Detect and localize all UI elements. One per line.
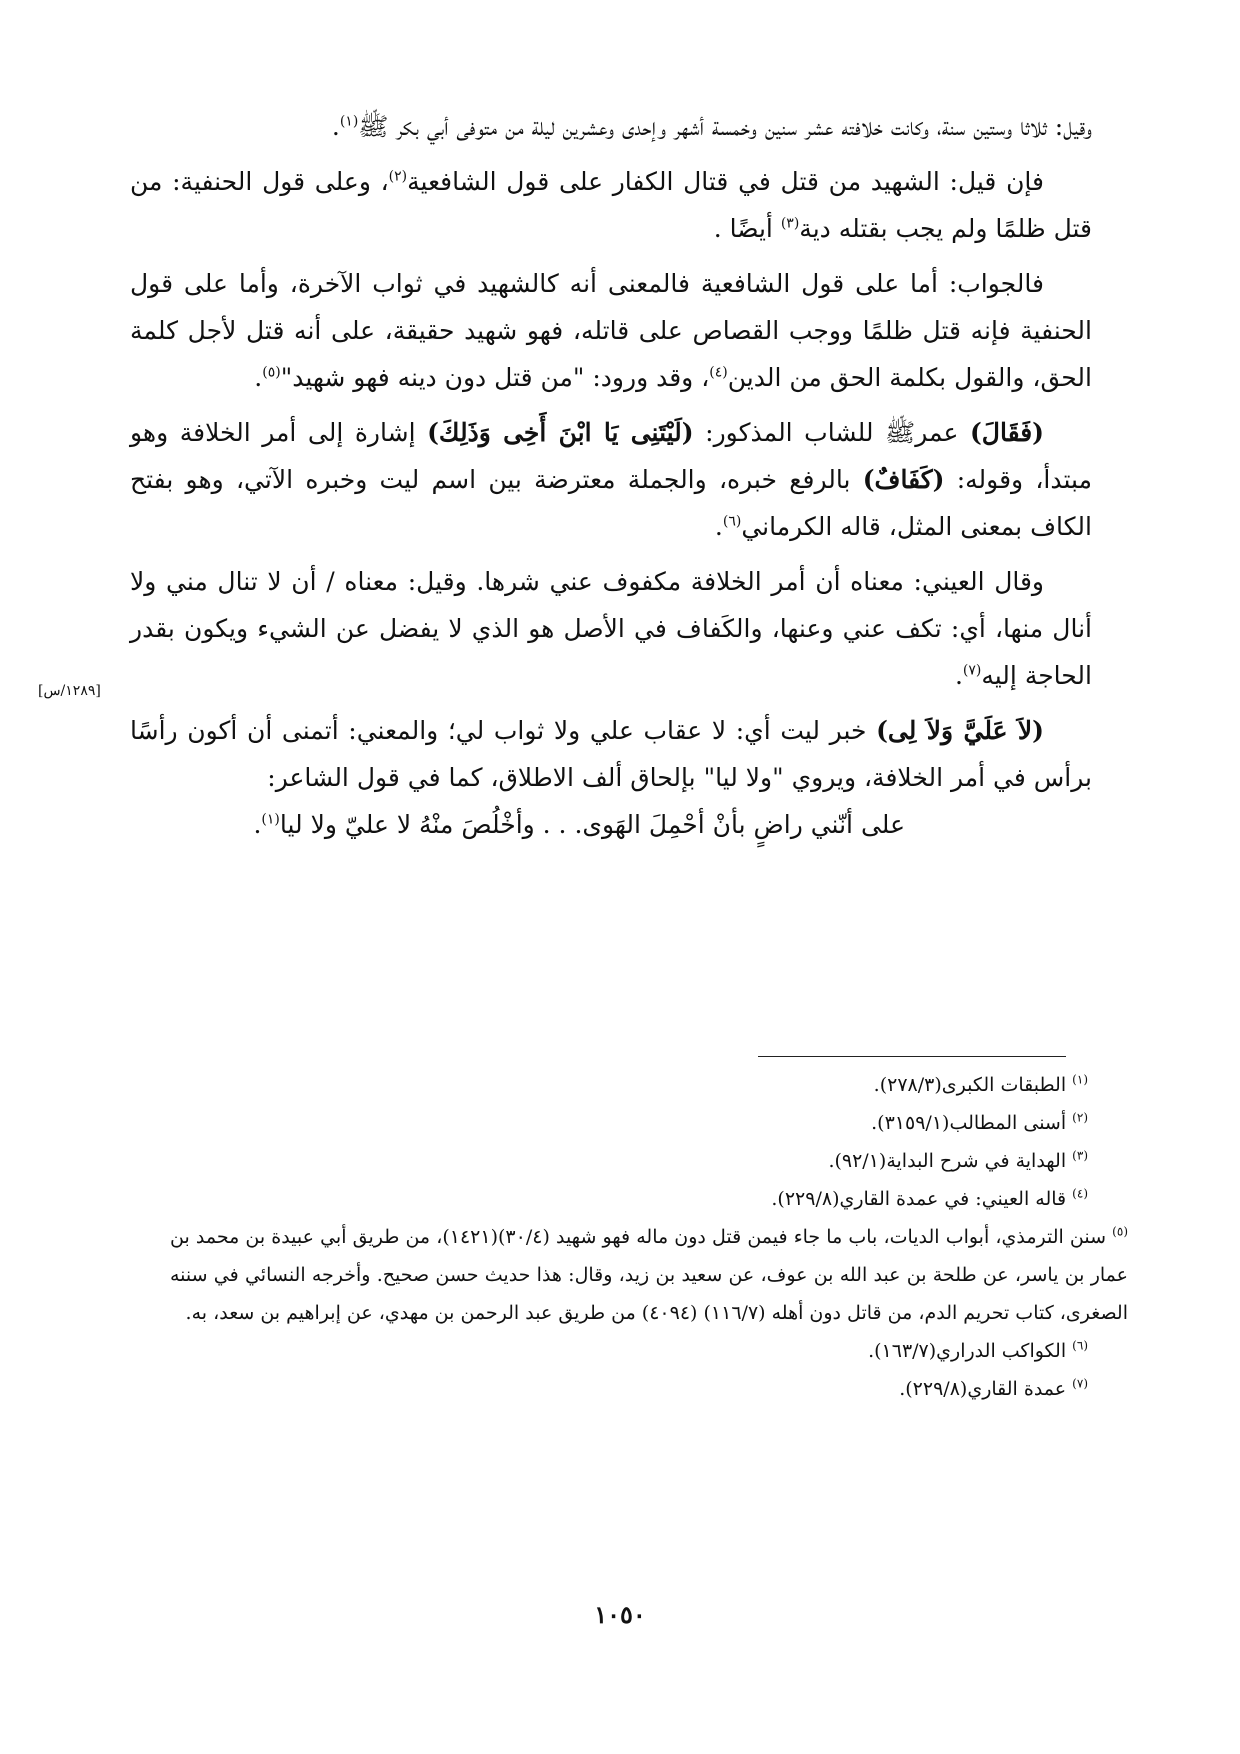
paragraph-3-text-b: ، وقد ورود: "من قتل دون دينه فهو شهيد" xyxy=(280,363,710,392)
footnote-number: (٣) xyxy=(1072,1148,1088,1163)
footnote-ref-4[interactable]: (٤) xyxy=(709,364,728,381)
footnote-ref-1[interactable]: (١) xyxy=(339,113,359,130)
footnote-ref-2[interactable]: (٢) xyxy=(388,168,408,185)
margin-manuscript-note: [١٢٨٩/س] xyxy=(38,683,101,699)
paragraph-6-text: خبر ليت أي: لا عقاب علي ولا ثواب لي؛ والمعني: أتمنى أن أكون رأسًا برأس في أمر الخلافة، ويروي "ولا ليا" بإلحاق ألف الاطلاق، كما في قول الشاعر: xyxy=(130,716,1092,792)
paragraph-2-text-c: أيضًا . xyxy=(713,214,781,243)
hadith-quote-4: (لاَ عَلَيَّ وَلاَ لِى) xyxy=(876,716,1044,745)
main-text xyxy=(130,103,1092,848)
footnote-text: الهداية في شرح البداية(٩٢/١). xyxy=(828,1150,1067,1172)
paragraph-5 xyxy=(130,558,1092,699)
footnote-number: (٧) xyxy=(1072,1376,1088,1391)
footnote-5 xyxy=(170,1218,1128,1332)
hadith-quote-3: (كَفَافٌ) xyxy=(862,465,945,494)
hadith-quote-1: (فَقَالَ) xyxy=(969,418,1045,447)
paragraph-3-text-a: فالجواب: أما على قول الشافعية فالمعنى أنه كالشهيد في ثواب الآخرة، وأما على قول الحنفية فإنه قتل ظلمًا ووجب القصاص على قاتله، فهو شهيد حقيقة، على أنه قتل لأجل كلمة الحق، والقول بكلمة الحق من الدين xyxy=(130,269,1092,392)
paragraph-2-text-a: فإن قيل: الشهيد من قتل في قتال الكفار على قول الشافعية xyxy=(407,167,1044,196)
paragraph-2 xyxy=(130,158,1092,252)
verse-text: على أنّني راضٍ بأنْ أحْمِلَ الهَوى. . . وأخْلُصَ منْهُ لا عليّ ولا ليا xyxy=(279,810,905,839)
paragraph-4-text-b: إشارة إلى أمر الخلافة وهو مبتدأ، وقوله: xyxy=(130,418,1092,494)
paragraph-2-text-b: ، وعلى قول الحنفية: من قتل ظلمًا ولم يجب بقتله دية xyxy=(130,167,1092,243)
hadith-quote-2: (لَيْتَنِى يَا ابْنَ أَخِى وَذَلِكَ) xyxy=(427,418,694,447)
paragraph-6 xyxy=(130,707,1092,801)
paragraph-4-text-a: عمرﷺ للشاب المذكور: xyxy=(693,418,970,447)
footnote-number: (٢) xyxy=(1072,1110,1088,1125)
paragraph-5-text: وقال العيني: معناه أن أمر الخلافة مكفوف عني شرها. وقيل: معناه / أن لا تنال مني ولا أنال منها، أي: تكف عني وعنها، والكَفاف في الأصل هو الذي لا يفضل عن الشيء ويكون بقدر الحاجة إليه xyxy=(130,567,1092,690)
footnote-text: أسنى المطالب(٣١٥٩/١). xyxy=(871,1112,1067,1134)
footnote-ref-6[interactable]: (٦) xyxy=(722,513,742,530)
paragraph-3-text-c: . xyxy=(254,363,263,392)
paragraph-1 xyxy=(130,103,1092,150)
footnote-1 xyxy=(170,1066,1088,1104)
footnote-number: (٦) xyxy=(1072,1338,1088,1353)
paragraph-1-text: وقيل: ثلاثا وستين سنة، وكانت خلافته عشر سنين وخمسة أشهر وإحدى وعشرين ليلة من متوفى أبي بكر ﷺ xyxy=(358,112,1092,141)
footnote-ref-5[interactable]: (٥) xyxy=(262,364,281,381)
paragraph-5-end: . xyxy=(954,661,963,690)
footnote-separator xyxy=(758,1056,1066,1057)
footnote-number: (١) xyxy=(1072,1072,1088,1087)
footnote-number: (٥) xyxy=(1112,1224,1128,1239)
footnote-text: عمدة القاري(٢٢٩/٨). xyxy=(899,1378,1067,1400)
footnote-text: الطبقات الكبرى(٢٧٨/٣). xyxy=(873,1074,1067,1096)
footnotes-section xyxy=(170,1066,1128,1408)
poetry-verse xyxy=(130,801,1092,848)
page-number: ١٠٥٠ xyxy=(594,1600,646,1629)
paragraph-4-text-c: بالرفع خبره، والجملة معترضة بين اسم ليت وخبره الآتي، وهو بفتح الكاف بمعنى المثل، قاله الكرماني xyxy=(130,465,1092,541)
footnote-ref-verse[interactable]: (١) xyxy=(261,811,280,828)
footnote-4 xyxy=(170,1180,1088,1218)
footnote-text: قاله العيني: في عمدة القاري(٢٢٩/٨). xyxy=(771,1188,1067,1210)
footnote-ref-7[interactable]: (٧) xyxy=(962,662,982,679)
paragraph-4 xyxy=(130,409,1092,550)
paragraph-4-end: . xyxy=(714,512,723,541)
footnote-2 xyxy=(170,1104,1088,1142)
footnote-number: (٤) xyxy=(1072,1186,1088,1201)
footnote-ref-3[interactable]: (٣) xyxy=(780,215,800,232)
footnote-7 xyxy=(170,1370,1088,1408)
footnote-text: الكواكب الدراري(١٦٣/٧). xyxy=(868,1340,1067,1362)
footnote-text: سنن الترمذي، أبواب الديات، باب ما جاء فيمن قتل دون ماله فهو شهيد (٣٠/٤)(١٤٢١)، من طريق أبي عبيدة بن محمد بن عمار بن ياسر، عن طلحة بن عبد الله بن عوف، عن سعيد بن زيد، وقال: هذا حديث حسن صحيح. وأخرجه النسائي في سننه الصغرى، كتاب تحريم الدم، من قاتل دون أهله (١١٦/٧) (٤٠٩٤) من طريق عبد الرحمن بن مهدي، عن إبراهيم بن سعد، به. xyxy=(170,1226,1128,1324)
verse-end: . xyxy=(253,810,262,839)
paragraph-1-end: . xyxy=(331,112,340,141)
paragraph-3 xyxy=(130,260,1092,401)
footnote-6 xyxy=(170,1332,1088,1370)
footnote-3 xyxy=(170,1142,1088,1180)
